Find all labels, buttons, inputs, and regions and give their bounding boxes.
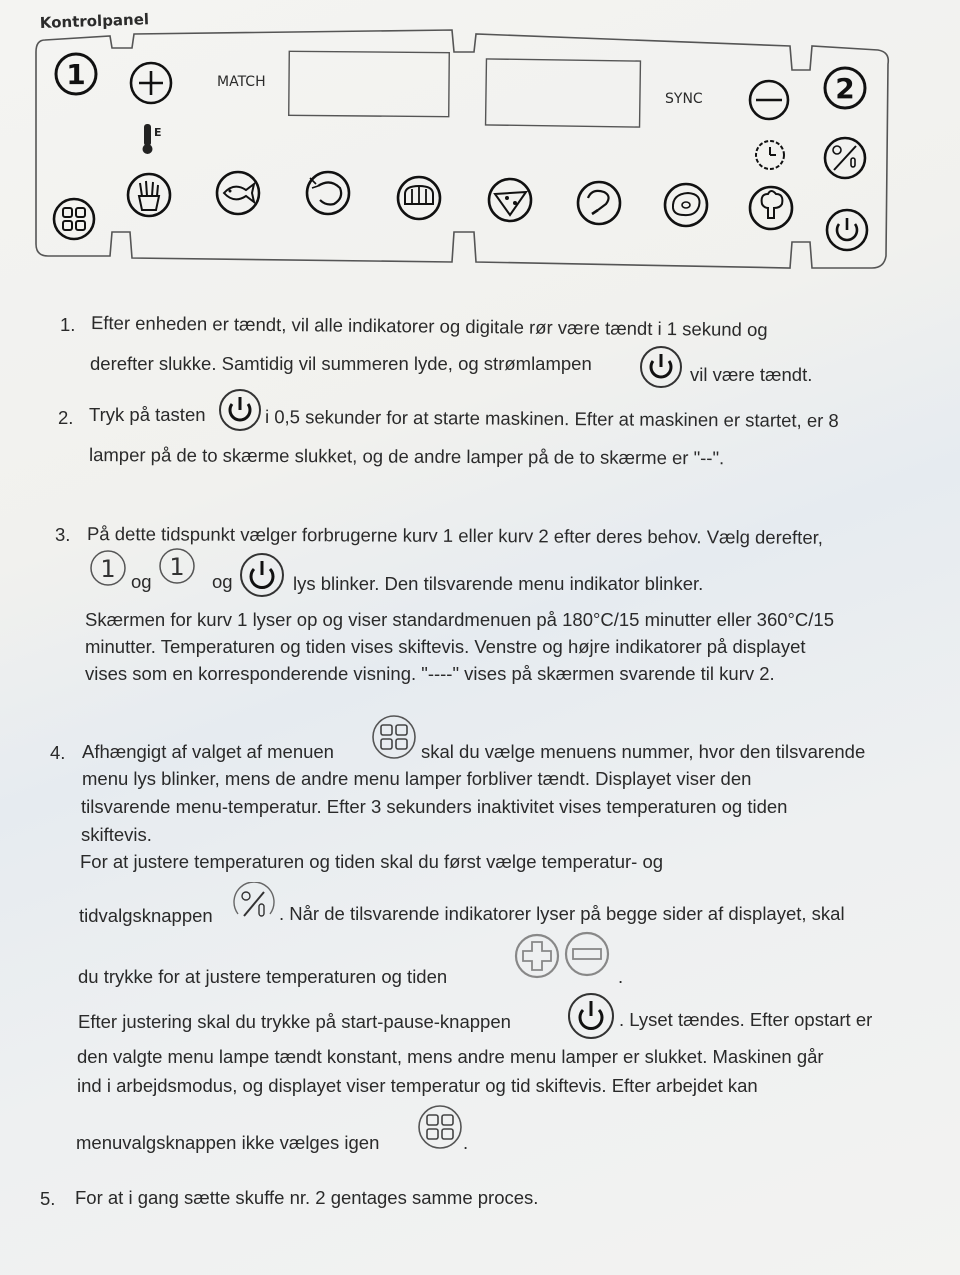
basket-1-number: 1 (100, 555, 116, 583)
step-1-line-2b: vil være tændt. (690, 364, 813, 385)
pizza-icon[interactable] (489, 179, 531, 221)
basket-2-number: 2 (835, 72, 855, 105)
basket-2-button-icon[interactable] (825, 68, 865, 108)
sync-label: SYNC (665, 91, 703, 107)
step-4-line-9: den valgte menu lampe tændt konstant, mens andre menu lamper er slukket. Maskinen går (77, 1046, 824, 1067)
step-3-number: 3. (55, 524, 71, 545)
match-label: MATCH (217, 74, 266, 90)
step-4-line-10: ind i arbejdsmodus, og displayet viser temperatur og tid skiftevis. Efter arbejdet kan (77, 1075, 758, 1096)
step-4-line-11a: menuvalgsknappen ikke vælges igen (76, 1132, 380, 1153)
step-4-number: 4. (50, 742, 66, 763)
vegetable-icon[interactable] (750, 187, 792, 229)
step-4-line-11b: . (463, 1132, 469, 1153)
steak-icon[interactable] (665, 184, 707, 226)
step-4-line-3: tilsvarende menu-temperatur. Efter 3 sekunders inaktivitet vises temperaturen og tiden (81, 796, 788, 817)
plus-icon[interactable] (131, 63, 171, 103)
step-3-line-4: minutter. Temperaturen og tiden vises skiftevis. Venstre og højre indikatorer på displayet (85, 636, 806, 657)
power-icon[interactable] (827, 210, 867, 250)
step-3-og-1: og (131, 571, 152, 592)
temp-time-icon[interactable] (825, 138, 865, 178)
step-5-number: 5. (40, 1188, 56, 1209)
step-4-line-6b: . Når de tilsvarende indikatorer lyser på begge sider af displayet, skal (279, 903, 845, 924)
step-2-line-2: lamper på de to skærme slukket, og de andre lamper på de to skærme er "--". (88, 444, 725, 469)
step-3-og-2: og (212, 571, 233, 592)
basket-1-button-icon (89, 549, 127, 587)
step-5-line-1: For at i gang sætte skuffe nr. 2 gentages samme proces. (75, 1187, 539, 1208)
step-4-line-8a: Efter justering skal du trykke på start-pause-knappen (78, 1011, 511, 1032)
step-3-line-1: På dette tidspunkt vælger forbrugerne kurv 1 eller kurv 2 efter deres behov. Vælg derefter, (86, 523, 823, 548)
fish-icon[interactable] (217, 172, 259, 214)
step-3-line-5: vises som en korresponderende visning. "----" vises på skærmen svarende til kurv 2. (85, 663, 775, 684)
step-4-line-5: For at justere temperaturen og tiden skal du først vælge temperatur- og (80, 851, 664, 872)
fries-icon[interactable] (128, 174, 170, 216)
step-4-line-2: menu lys blinker, mens de andre menu lamper forbliver tændt. Displayet viser den (82, 768, 752, 789)
power-icon (239, 552, 285, 598)
step-2-line-1a: Tryk på tasten (89, 404, 206, 425)
step-4-line-7b: . (618, 966, 624, 987)
basket-1-button-icon (158, 547, 196, 585)
step-4-line-1a: Afhængigt af valget af menuen (82, 741, 334, 762)
control-panel-diagram (0, 0, 960, 280)
display-left (289, 51, 450, 116)
step-4-line-4: skiftevis. (81, 824, 152, 845)
step-2-line-1b: i 0,5 sekunder for at starte maskinen. Efter at maskinen er startet, er 8 (264, 406, 839, 432)
step-4-line-8b: . Lyset tændes. Efter opstart er (619, 1009, 873, 1030)
step-2-number: 2. (58, 407, 74, 428)
menu-grid-icon (417, 1104, 463, 1150)
step-3-line-3: Skærmen for kurv 1 lyser op og viser standardmenuen på 180°C/15 minutter eller 360°C/15 (85, 609, 835, 630)
timer-icon (756, 141, 784, 169)
step-3-line-2b: lys blinker. Den tilsvarende menu indikator blinker. (293, 573, 704, 594)
panel-title: Kontrolpanel (39, 10, 150, 32)
thermometer-icon (143, 124, 162, 154)
basket-1-number: 1 (66, 58, 86, 91)
basket-1-button-icon[interactable] (56, 54, 96, 94)
plus-icon (513, 932, 561, 980)
display-right (486, 59, 641, 127)
shrimp-icon[interactable] (307, 172, 349, 214)
step-4-line-6a: tidvalgsknappen (79, 905, 213, 926)
menu-grid-icon[interactable] (54, 199, 94, 239)
step-1-number: 1. (60, 314, 76, 335)
panel-outline (36, 30, 888, 268)
minus-icon (563, 930, 611, 978)
step-4-line-7a: du trykke for at justere temperaturen og tiden (78, 966, 448, 987)
bacon-icon[interactable] (398, 177, 440, 219)
power-icon (218, 388, 262, 432)
power-icon (639, 345, 683, 389)
menu-grid-icon (371, 714, 417, 760)
svg-text:E: E (154, 126, 162, 139)
chicken-leg-icon[interactable] (578, 182, 620, 224)
power-icon (567, 992, 615, 1040)
minus-icon[interactable] (750, 81, 788, 119)
step-1-line-1: Efter enheden er tændt, vil alle indikatorer og digitale rør være tændt i 1 sekund og (90, 312, 768, 341)
temp-time-icon (232, 882, 276, 926)
step-1-line-2a: derefter slukke. Samtidig vil summeren lyde, og strømlampen (90, 353, 592, 374)
basket-1-number: 1 (169, 553, 185, 581)
step-4-line-1b: skal du vælge menuens nummer, hvor den tilsvarende (421, 741, 866, 762)
